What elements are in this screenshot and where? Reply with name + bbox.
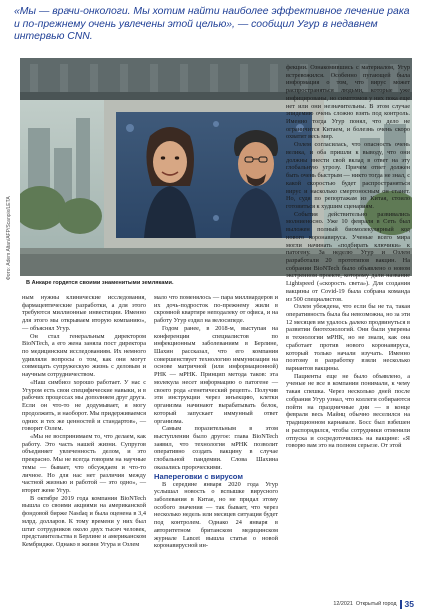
- paragraph: Пациенты еще не было объявлено, а ученые не все в компании понимали, к чему такая спешка. Через несколько дней после собрания Угур узнал, что коллеги собираются пойти на праздничные дни — в конце февраля весь Майнц обычно веселился на традиционном карнавале. Босс был взбешен и распорядился, чтобы сотрудники отменили отпуска и сосредоточились на вакцине: «Я говорю вам это на полном серьезе. От этой: [286, 372, 410, 450]
- footer-divider: [400, 600, 402, 609]
- paragraph: События действительно развивались молниеносно. Уже 10 февраля в Сеть был выложен полный биомолекулярный код нового коронавируса. Ученые всего мира могли начинать «подбирать ключики» к патогену. За неделю Угур и Озлем разработали 20 прототипов вакцин. На собрании BioNTech было объявлено о новом экстренном проекте, которому дали название Lightspeed («скорость света»). Для создания вакцины от Covid-19 была собрана команда из 500 специалистов.: [286, 210, 410, 303]
- paragraph: Годом ранее, в 2018-м, выступая на конференции специалистов по инфекционным заболеваниям в Берлине, Шахин рассказал, что его компания совершенствует технологию иммунизации на основе матричной (или информационной) РНК — мРНК. Принцип метода таков: эта молекула несет информацию о патогене — своего рода «генетический рецепт». Получив эти инструкции через инъекцию, клетки организма начинают вырабатывать белок, который запускает иммунный ответ организма.: [154, 324, 278, 425]
- issue-number: 12/2021: [333, 601, 353, 607]
- article-column-1: [22, 294, 146, 549]
- paragraph: ным нужны клинические исследования, фармацевтические разработки, а для этого требуются миллионные инвестиции. Именно для этого мы открываем вторую компанию», — объяснял Угур.: [22, 294, 146, 332]
- paragraph: мало что поменялось — пара миллиардеров и их дочь-подросток по-прежнему жили в скромной квартире неподалеку от офиса, и на работу Угур ездил на велосипеде.: [154, 294, 278, 325]
- photo-caption: В Анкаре гордятся своими знаменитыми земляками.: [26, 280, 174, 286]
- paragraph: «Мы не воспринимаем то, что делаем, как работу. Это часть нашей жизни. Супругов объединяет увлеченность делом, и это прекрасно. Мы не всегда говорим на научные темы — бывает, что обсуждаем и что-то личное. Но для нас нет различия между частной жизнью и работой — это одно», — вторит жене Угур.: [22, 432, 146, 494]
- photo-credit: Фото: Adem Altan/AFP/Scanpix/LETA: [6, 196, 12, 280]
- section-subheading: Напереговки с вирусом: [154, 471, 243, 481]
- page-number: 35: [404, 599, 414, 609]
- paragraph: «Наш симбиоз хорошо работает. У нас с Угуром есть свои специфические навыки, и в рабочих процессах мы дополняем друг друга. Если он что-то не додумывает, я могу продолжить, и наоборот. Мы придерживаемся одних и тех же ценностей и стандартов», — говорит Озлем.: [22, 378, 146, 433]
- paragraph: Озлем согласилась, что опасность очень велика, и оба пришли к выводу, что они должны внести свой вклад в ответ на эту глобальную угрозу. Причем ответ должен быть очень быстрым — никто тогда не знал, с какой скоростью будет распространяться вирус и насколько смертоносным он станет. Но, судя по репортажам из Китая, стоило готовиться к худшим сценариям.: [286, 141, 410, 210]
- paragraph: Озлем убеждена, что если бы не та, такая оперативность была бы невозможна, но за эти 12 месяцев им удалось далеко продвинуться в развитии биотехнологий. Они были уверены в технологии мРНК, но не знали, как она сработает против нового коронавируса, который только начали изучать. Именно поэтому в разработку взяли несколько вариантов вакцины.: [286, 303, 410, 373]
- pull-quote: «Мы — врачи-онкологи. Мы хотим найти наиболее эффективное лечение рака и по-прежнему очень увлечены этой целью», — сообщил Угур в недавнем интервью CNN.: [14, 6, 410, 43]
- paragraph: В середине января 2020 года Угур услышал новость о вспышке вирусного заболевания в Китае, но не придал этому особого значения — так бывает, что через несколько недель или месяцев ситуация будет под контролем. Однако 24 января в авторитетном британском медицинском журнале Lancet вышла статья о новой коронавирусной ин-: [154, 480, 278, 550]
- paragraph: Самым поразительным в этом выступлении было другое: глава BioNTech заявил, что технология мРНК позволит оперативно создать вакцину в случае глобальной пандемии. Слова Шахина оказались пророческими.: [154, 425, 278, 471]
- article-column-3: [286, 64, 410, 450]
- page-footer: [333, 599, 414, 609]
- article-column-2: [154, 294, 278, 550]
- paragraph: Он стал генеральным директором BioNTech, а его жена заняла пост директора по медицинским исследованиям. Их немного удивляли вопросы о том, как они могут совмещать супружескую жизнь с деловым и научным сотрудничеством.: [22, 332, 146, 379]
- paragraph: В октябре 2019 года компания BioNTech вышла со своими акциями на американской фондовой бирже Nasdaq и была оценена в 3,4 млрд. долларов. К тому времени у них был штат сотрудников около двух тысяч человек, представительства в Берлине и американском Кембридже. Однако в жизни Угура и Озлем: [22, 494, 146, 548]
- mural-portrait-left: [144, 127, 196, 238]
- magazine-name: Открытый город: [355, 601, 397, 607]
- paragraph: фекции. Ознакомившись с материалом, Угур встревожился. Особенно пугающей была информация о том, что вирус может распространяться людьми, которые уже инфицированы, но симптомов у них пока еще нет или они незначительны. В этом случае эпидемию очень сложно взять под контроль. Именно тогда Угур понял, что дело не ограничится Китаем, и болезнь очень скоро охватит весь мир.: [286, 64, 410, 141]
